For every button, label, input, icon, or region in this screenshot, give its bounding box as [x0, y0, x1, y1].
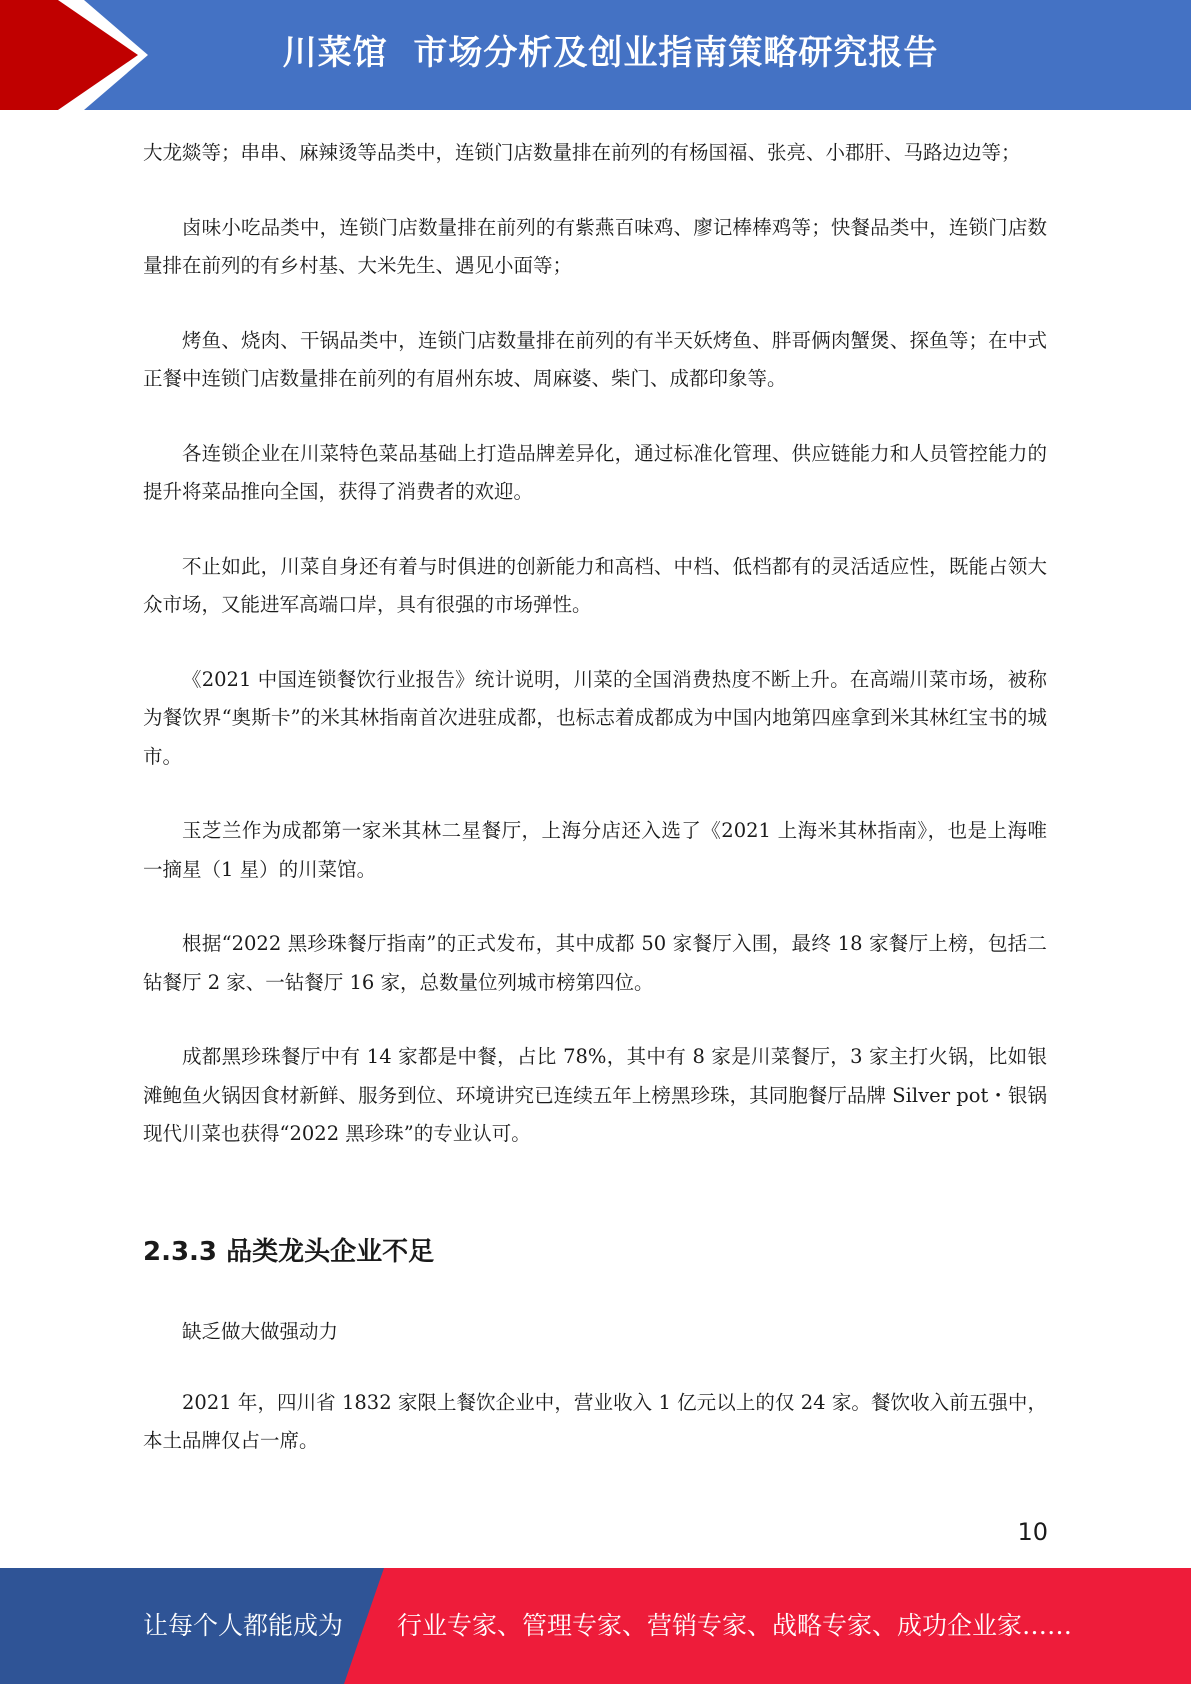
section-heading: 2.3.3 品类龙头企业不足 — [143, 1237, 435, 1267]
body-paragraph: 不止如此，川菜自身还有着与时俱进的创新能力和高档、中档、低档都有的灵活适应性，既能占领大众市场，又能进军高端口岸，具有很强的市场弹性。 — [143, 554, 1047, 616]
section-body — [143, 1313, 1047, 1497]
footer-banner — [0, 1568, 1191, 1684]
body-paragraph: 烤鱼、烧肉、干锅品类中，连锁门店数量排在前列的有半天妖烤鱼、胖哥俩肉蟹煲、探鱼等；在中式正餐中连锁门店数量排在前列的有眉州东坡、周麻婆、柴门、成都印象等。 — [143, 328, 1047, 390]
footer-slogan-right: 行业专家、管理专家、营销专家、战略专家、成功企业家…… — [397, 1611, 1073, 1640]
document-body — [143, 134, 1047, 1190]
body-paragraph: 玉芝兰作为成都第一家米其林二星餐厅，上海分店还入选了《2021 上海米其林指南》，也是上海唯一摘星（1 星）的川菜馆。 — [143, 819, 1047, 881]
body-paragraph: 各连锁企业在川菜特色菜品基础上打造品牌差异化，通过标准化管理、供应链能力和人员管控能力的提升将菜品推向全国，获得了消费者的欢迎。 — [143, 441, 1047, 503]
body-paragraph: 大龙燚等；串串、麻辣烫等品类中，连锁门店数量排在前列的有杨国福、张亮、小郡肝、马路边边等； — [143, 141, 1021, 164]
report-header-banner — [0, 0, 1191, 110]
section-paragraph: 2021 年，四川省 1832 家限上餐饮企业中，营业收入 1 亿元以上的仅 24 家。餐饮收入前五强中，本土品牌仅占一席。 — [143, 1390, 1047, 1452]
section-paragraph: 缺乏做大做强动力 — [182, 1320, 339, 1343]
footer-slogan-left: 让每个人都能成为 — [143, 1611, 344, 1640]
report-title: 川菜馆 市场分析及创业指南策略研究报告 — [282, 33, 939, 73]
body-paragraph: 根据“2022 黑珍珠餐厅指南”的正式发布，其中成都 50 家餐厅入围，最终 18 家餐厅上榜，包括二钻餐厅 2 家、一钻餐厅 16 家，总数量位列城市榜第四位。 — [143, 932, 1047, 994]
page-number: 10 — [1017, 1518, 1048, 1546]
body-paragraph: 成都黑珍珠餐厅中有 14 家都是中餐，占比 78%，其中有 8 家是川菜餐厅，3 家主打火锅，比如银滩鲍鱼火锅因食材新鲜、服务到位、环境讲究已连续五年上榜黑珍珠，其同胞餐厅品牌 Silver pot・银锅现代川菜也获得“2022 黑珍珠”的专业认可。 — [143, 1045, 1047, 1145]
body-paragraph: 《2021 中国连锁餐饮行业报告》统计说明，川菜的全国消费热度不断上升。在高端川菜市场，被称为餐饮界“奥斯卡”的米其林指南首次进驻成都，也标志着成都成为中国内地第四座拿到米其林红宝书的城市。 — [143, 667, 1047, 768]
body-paragraph: 卤味小吃品类中，连锁门店数量排在前列的有紫燕百味鸡、廖记棒棒鸡等；快餐品类中，连锁门店数量排在前列的有乡村基、大米先生、遇见小面等； — [143, 215, 1047, 277]
